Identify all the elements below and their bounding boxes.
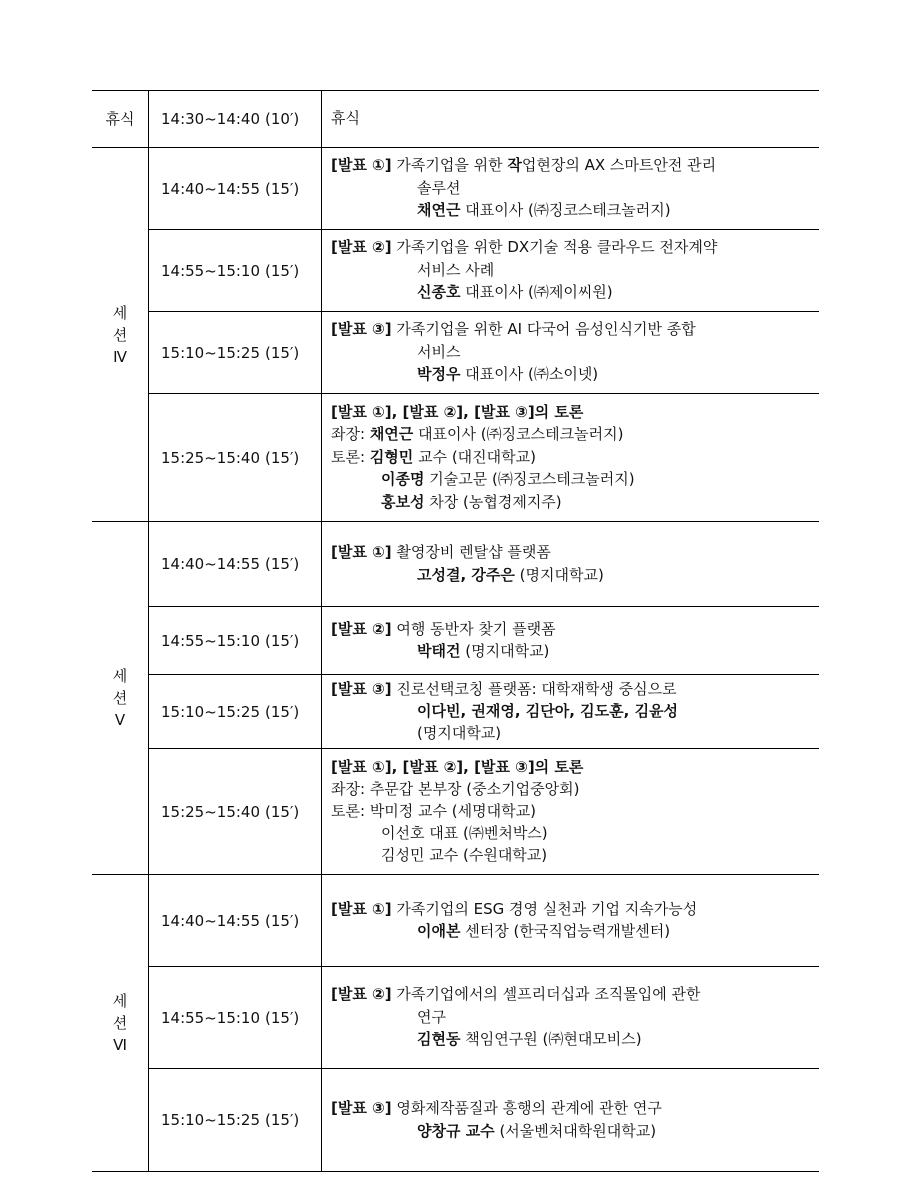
presentation-cell: [발표 ②] 여행 동반자 찾기 플랫폼 박태건 (명지대학교): [322, 607, 820, 675]
presenter-name: 박정우: [417, 365, 461, 384]
session4-row-1: [92, 148, 819, 230]
time-cell: 15:25~15:40 (15′): [149, 394, 322, 522]
discussion-cell: [발표 ①], [발표 ②], [발표 ③]의 토론 좌장: 채연근 대표이사 (㈜징코스테크놀러지) 토론: 김형민 교수 (대진대학교) 이종명 기술고문 (㈜징코스테크놀러지) 홍보성 차장 (농협경제지주): [322, 394, 820, 522]
presenter-name: 박태건: [417, 642, 461, 660]
session5-row-1: [92, 522, 819, 607]
discussion-heading: [발표 ①], [발표 ②], [발표 ③]의 토론: [331, 402, 584, 421]
session6-row-2: [92, 967, 819, 1069]
schedule-table: [92, 90, 819, 1172]
time-cell: 15:10~15:25 (15′): [149, 1069, 322, 1172]
break-session-cell: 휴식: [92, 91, 149, 148]
presentation-cell: [발표 ①] 가족기업의 ESG 경영 실천과 기업 지속가능성 이애본 센터장 (한국직업능력개발센터): [322, 875, 820, 967]
time-cell: 14:55~15:10 (15′): [149, 230, 322, 312]
break-time-cell: 14:30~14:40 (10′): [149, 91, 322, 148]
discussion-cell: [발표 ①], [발표 ②], [발표 ③]의 토론 좌장: 추문갑 본부장 (중소기업중앙회) 토론: 박미정 교수 (세명대학교) 이선호 대표 (㈜벤처박스) 김성민 교수 (수원대학교): [322, 749, 820, 875]
presenter-name: 이애본: [417, 922, 461, 940]
session5-row-2: [92, 607, 819, 675]
presentation-cell: [발표 ②] 가족기업을 위한 DX기술 적용 클라우드 전자계약 서비스 사례 신종호 대표이사 (㈜제이씨원): [322, 230, 820, 312]
presenter-name: 고성결, 강주은: [417, 565, 515, 584]
time-cell: 14:40~14:55 (15′): [149, 522, 322, 607]
presenter-name: 채연근: [417, 201, 461, 220]
presentation-cell: [발표 ②] 가족기업에서의 셀프리더십과 조직몰입에 관한 연구 김현동 책임연구원 (㈜현대모비스): [322, 967, 820, 1069]
session6-row-3: [92, 1069, 819, 1172]
presenter-name: 이다빈, 권재영, 김단아, 김도훈, 김윤성: [417, 702, 679, 720]
presentation-cell: [발표 ③] 영화제작품질과 흥행의 관계에 관한 연구 양창규 교수 (서울벤처대학원대학교): [322, 1069, 820, 1172]
discussion-heading: [발표 ①], [발표 ②], [발표 ③]의 토론: [331, 758, 584, 776]
time-cell: 14:40~14:55 (15′): [149, 148, 322, 230]
session5-discussion-row: [92, 749, 819, 875]
presenter-name: 신종호: [417, 283, 461, 302]
time-cell: 14:55~15:10 (15′): [149, 967, 322, 1069]
time-cell: 15:25~15:40 (15′): [149, 749, 322, 875]
presenter-name: 양창규 교수: [417, 1121, 495, 1140]
session4-discussion-row: [92, 394, 819, 522]
time-cell: 14:40~14:55 (15′): [149, 875, 322, 967]
break-desc-cell: 휴식: [322, 91, 820, 148]
session6-label: 세 션 Ⅵ: [92, 875, 149, 1172]
presentation-cell: [발표 ①] 가족기업을 위한 작업현장의 AX 스마트안전 관리 솔루션 채연근 대표이사 (㈜징코스테크놀러지): [322, 148, 820, 230]
time-cell: 14:55~15:10 (15′): [149, 607, 322, 675]
time-cell: 15:10~15:25 (15′): [149, 312, 322, 394]
session5-label: 세 션 Ⅴ: [92, 522, 149, 875]
presenter-name: 김현동: [417, 1030, 461, 1049]
presentation-cell: [발표 ③] 가족기업을 위한 AI 다국어 음성인식기반 종합 서비스 박정우 대표이사 (㈜소이넷): [322, 312, 820, 394]
presentation-cell: [발표 ①] 촬영장비 렌탈샵 플랫폼 고성결, 강주은 (명지대학교): [322, 522, 820, 607]
session4-row-2: [92, 230, 819, 312]
session4-row-3: [92, 312, 819, 394]
session5-row-3: [92, 675, 819, 749]
session4-label: 세 션 Ⅳ: [92, 148, 149, 522]
presentation-cell: [발표 ③] 진로선택코칭 플랫폼: 대학재학생 중심으로 이다빈, 권재영, 김단아, 김도훈, 김윤성 (명지대학교): [322, 675, 820, 749]
break-row: [92, 91, 819, 148]
time-cell: 15:10~15:25 (15′): [149, 675, 322, 749]
session6-row-1: [92, 875, 819, 967]
